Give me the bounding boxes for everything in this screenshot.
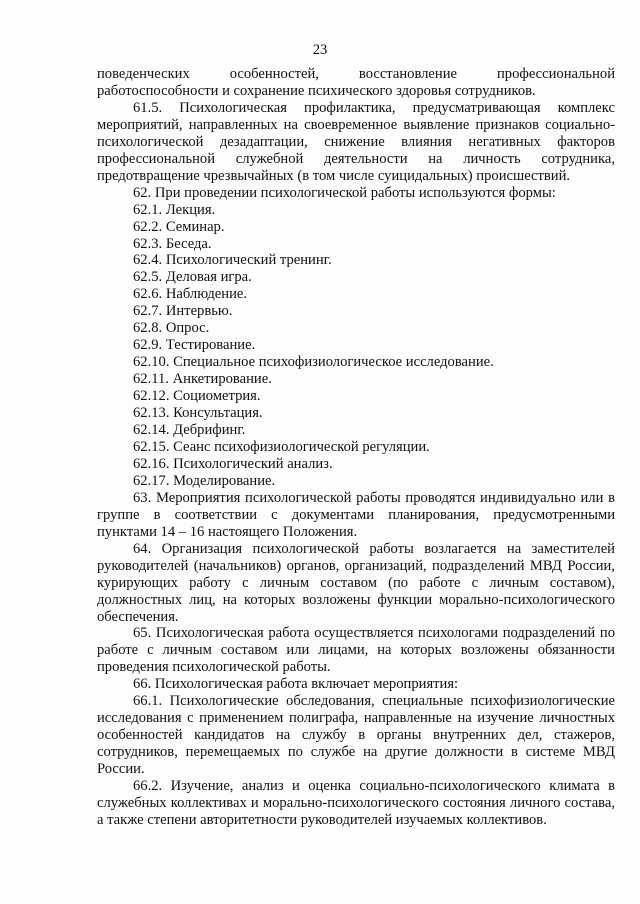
paragraph: 62. При проведении психологической работы используются формы: xyxy=(133,184,556,201)
list-item: 62.5. Деловая игра. xyxy=(133,269,252,286)
list-item: 62.11. Анкетирование. xyxy=(133,371,272,388)
paragraph: 63. Мероприятия психологической работы проводятся индивидуально или в группе в соответствии с документами планирования, предусмотренными пунктами 14 – 16 настоящего Положения. xyxy=(97,489,615,540)
list-item: 62.1. Лекция. xyxy=(133,201,216,218)
paragraph: 66. Психологическая работа включает мероприятия: xyxy=(133,676,459,693)
list-item: 62.8. Опрос. xyxy=(133,320,210,337)
paragraph: 66.2. Изучение, анализ и оценка социально-психологического климата в служебных коллективах и морально-психологического состояния личного состава, а также степени авторитетности руководителей изучаемых коллективов. xyxy=(97,778,615,828)
page-number: 23 xyxy=(312,42,328,58)
paragraph: 64. Организация психологической работы возлагается на заместителей руководителей (начальников) органов, организаций, подразделений МВД России, курирующих работу с личным составом (по работе с личным составом), должностных лиц, на которых возложены функции морально-психологического обеспечения. xyxy=(97,540,615,625)
list-item: 62.6. Наблюдение. xyxy=(133,286,248,303)
list-item: 62.12. Социометрия. xyxy=(133,388,261,405)
list-item: 62.2. Семинар. xyxy=(133,218,225,235)
paragraph: 65. Психологическая работа осуществляется психологами подразделений по работе с личным составом или лицами, на которых возложены обязанности проведения психологической работы. xyxy=(97,625,615,676)
list-item: 62.15. Сеанс психофизиологической регуляции. xyxy=(133,438,430,455)
list-item: 62.14. Дебрифинг. xyxy=(133,422,246,439)
paragraph: 66.1. Психологические обследования, специальные психофизиологические исследования с применением полиграфа, направленные на изучение личностных особенностей кандидатов на службу в органы внутренних дел, стажеров, сотрудников, перемещаемых по службе на другие должности в системе МВД России. xyxy=(97,693,615,778)
list-item: 62.4. Психологический тренинг. xyxy=(133,252,332,269)
list-item: 62.17. Моделирование. xyxy=(133,472,276,489)
list-item: 62.3. Беседа. xyxy=(133,235,212,252)
paragraph: поведенческих особенностей, восстановление профессиональной работоспособности и сохранение психического здоровья сотрудников. xyxy=(97,66,615,99)
list-item: 62.16. Психологический анализ. xyxy=(133,455,333,472)
list-item: 62.7. Интервью. xyxy=(133,303,233,320)
list-item: 62.13. Консультация. xyxy=(133,405,263,422)
list-item: 62.9. Тестирование. xyxy=(133,337,256,354)
list-item: 62.10. Специальное психофизиологическое исследование. xyxy=(133,354,494,371)
paragraph: 61.5. Психологическая профилактика, предусматривающая комплекс мероприятий, направленных на своевременное выявление признаков социально-психологической дезадаптации, снижение влияния негативных факторов профессиональной служебной деятельности на личность сотрудника, предотвращение чрезвычайных (в том числе суицидальных) происшествий. xyxy=(97,99,615,184)
document-body xyxy=(97,66,615,829)
